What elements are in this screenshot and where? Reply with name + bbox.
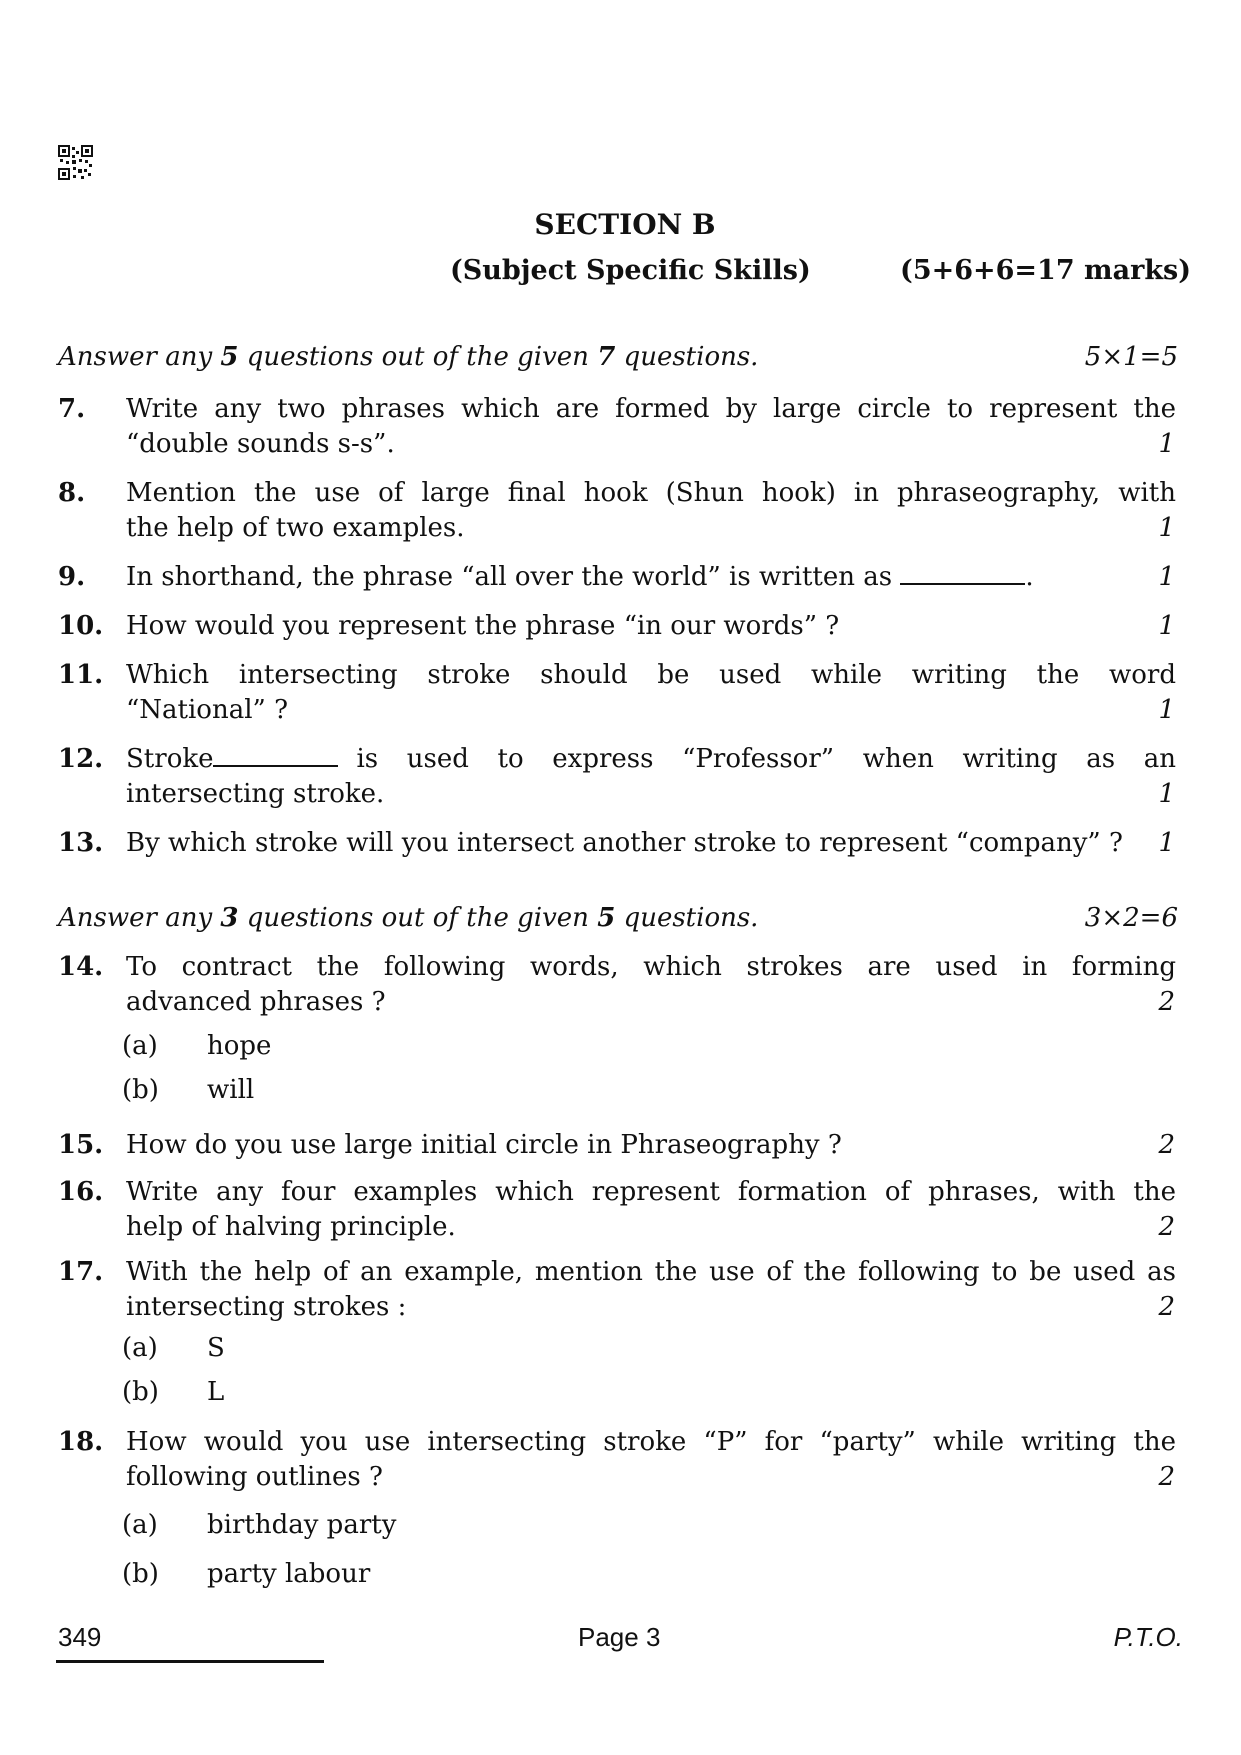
question-text: Mention the use of large final hook (Shun hook) in phraseography, with xyxy=(126,478,1176,508)
option-label: (b) xyxy=(122,1377,159,1407)
question-number: 14. xyxy=(58,952,104,982)
question-mark: 1 xyxy=(1158,695,1175,725)
question-text: In shorthand, the phrase “all over the world” is written as xyxy=(126,562,893,592)
instruction-text: questions out of the given xyxy=(246,903,589,933)
option-label: (b) xyxy=(122,1559,159,1589)
question-text: Write any four examples which represent formation of phrases, with the xyxy=(126,1177,1176,1207)
section-subtitle: (Subject Specific Skills) xyxy=(450,255,811,286)
pto-label: P.T.O. xyxy=(1113,1622,1183,1652)
question-text: is used to express “Professor” when writing as an xyxy=(356,744,1176,774)
option-value: L xyxy=(207,1377,225,1407)
question-text: Stroke xyxy=(126,744,214,774)
question-text: How would you represent the phrase “in our words” ? xyxy=(126,611,840,641)
option-label: (a) xyxy=(122,1510,158,1540)
option-value: hope xyxy=(207,1031,272,1061)
question-mark: 1 xyxy=(1158,779,1175,809)
qr-code-icon xyxy=(58,145,93,180)
question-number: 16. xyxy=(58,1177,104,1207)
option-label: (b) xyxy=(122,1075,159,1105)
question-number: 11. xyxy=(58,660,104,690)
instruction-total: 5 xyxy=(597,903,616,933)
instruction-total: 7 xyxy=(597,342,616,372)
option-value: will xyxy=(207,1075,255,1105)
question-number: 18. xyxy=(58,1427,104,1457)
question-text: advanced phrases ? xyxy=(126,987,386,1017)
question-number: 15. xyxy=(58,1130,104,1160)
question-mark: 1 xyxy=(1158,828,1175,858)
question-number: 12. xyxy=(58,744,104,774)
question-text: “double sounds s-s”. xyxy=(126,429,395,459)
question-number: 13. xyxy=(58,828,104,858)
question-number: 7. xyxy=(58,394,86,424)
question-text-end: . xyxy=(1025,562,1034,592)
instruction-marks: 3×2=6 xyxy=(1084,903,1178,933)
footer-divider xyxy=(56,1660,324,1663)
option-label: (a) xyxy=(122,1031,158,1061)
question-text: “National” ? xyxy=(126,695,289,725)
question-mark: 1 xyxy=(1158,562,1175,592)
question-mark: 2 xyxy=(1158,987,1175,1017)
page-number: Page 3 xyxy=(578,1622,661,1652)
question-text: Write any two phrases which are formed by large circle to represent the xyxy=(126,394,1176,424)
instruction-text: questions. xyxy=(623,903,759,933)
instruction-count: 3 xyxy=(220,903,239,933)
instruction-marks: 5×1=5 xyxy=(1084,342,1178,372)
question-text: following outlines ? xyxy=(126,1462,383,1492)
question-text: How would you use intersecting stroke “P” for “party” while writing the xyxy=(126,1427,1176,1457)
part1-instruction xyxy=(58,342,1178,372)
instruction-text: questions out of the given xyxy=(246,342,589,372)
question-number: 9. xyxy=(58,562,86,592)
instruction-count: 5 xyxy=(220,342,239,372)
question-text: help of halving principle. xyxy=(126,1212,456,1242)
question-mark: 2 xyxy=(1158,1462,1175,1492)
option-label: (a) xyxy=(122,1333,158,1363)
option-value: party labour xyxy=(207,1559,371,1589)
question-text: To contract the following words, which strokes are used in forming xyxy=(126,952,1176,982)
question-mark: 1 xyxy=(1158,513,1175,543)
question-text: By which stroke will you intersect another stroke to represent “company” ? xyxy=(126,828,1123,858)
question-number: 8. xyxy=(58,478,86,508)
question-mark: 1 xyxy=(1158,611,1175,641)
option-value: birthday party xyxy=(207,1510,397,1540)
question-mark: 2 xyxy=(1158,1130,1175,1160)
question-text: intersecting strokes : xyxy=(126,1292,407,1322)
question-text: intersecting stroke. xyxy=(126,779,385,809)
part2-instruction xyxy=(58,903,1178,933)
question-mark: 1 xyxy=(1158,429,1175,459)
instruction-text: questions. xyxy=(623,342,759,372)
answer-blank xyxy=(213,745,338,767)
question-text: Which intersecting stroke should be used while writing the word xyxy=(126,660,1176,690)
question-text: With the help of an example, mention the use of the following to be used as xyxy=(126,1257,1176,1287)
paper-code: 349 xyxy=(58,1622,102,1652)
instruction-text: Answer any xyxy=(58,342,213,372)
question-mark: 2 xyxy=(1158,1212,1175,1242)
question-text: How do you use large initial circle in Phraseography ? xyxy=(126,1130,842,1160)
question-number: 10. xyxy=(58,611,104,641)
question-mark: 2 xyxy=(1158,1292,1175,1322)
section-total-marks: (5+6+6=17 marks) xyxy=(900,255,1191,286)
instruction-text: Answer any xyxy=(58,903,213,933)
question-number: 17. xyxy=(58,1257,104,1287)
question-text: the help of two examples. xyxy=(126,513,465,543)
option-value: S xyxy=(207,1333,225,1363)
answer-blank xyxy=(900,563,1025,585)
section-title: SECTION B xyxy=(534,208,716,241)
